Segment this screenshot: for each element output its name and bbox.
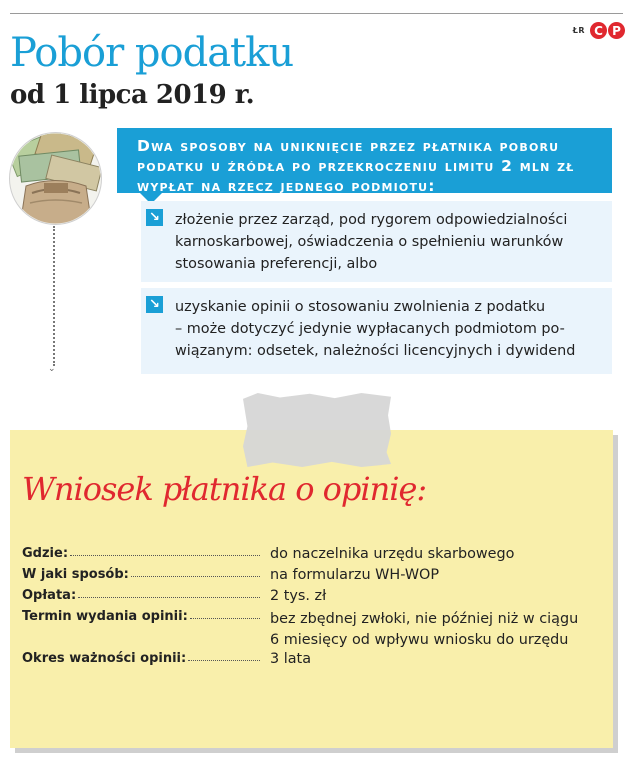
- detail-row: [22, 546, 612, 567]
- detail-value: na formularzu WH-WOP: [270, 567, 440, 583]
- intro-line: wypłat na rzecz jednego podmiotu:: [137, 177, 436, 195]
- detail-row: [22, 609, 612, 651]
- detail-label: Termin wydania opinii:: [22, 609, 188, 624]
- dot-leader: [78, 597, 260, 598]
- detail-row: [22, 567, 612, 588]
- dot-leader: [70, 555, 260, 556]
- top-rule: [10, 13, 623, 14]
- detail-label: Opłata:: [22, 588, 77, 603]
- author-initials: ŁR: [572, 26, 585, 35]
- detail-label: Gdzie:: [22, 546, 69, 561]
- intro-line: Dwa sposoby na uniknięcie przez płatnika poboru: [137, 137, 560, 155]
- detail-value: 3 lata: [270, 651, 312, 667]
- detail-value-line: 6 miesięcy od wpływu wniosku do urzędu: [270, 632, 569, 648]
- detail-row: [22, 651, 612, 672]
- detail-row: [22, 588, 612, 609]
- method-line: uzyskanie opinii o stosowaniu zwolnienia z podatku: [175, 299, 546, 315]
- arrow-down-right-icon: ↘: [146, 209, 163, 226]
- detail-label: W jaki sposób:: [22, 567, 129, 582]
- dot-leader: [190, 618, 260, 619]
- timeline-end-icon: ⌄: [48, 364, 56, 374]
- logo-letter-c: C: [590, 22, 607, 39]
- page-title: Pobór podatku: [10, 30, 294, 76]
- tape-decoration: [243, 393, 391, 467]
- dot-leader: [131, 576, 260, 577]
- credit: [573, 22, 625, 39]
- method-line: złożenie przez zarząd, pod rygorem odpowiedzialności: [175, 212, 568, 228]
- method-line: wiązanym: odsetek, należności licencyjnych i dywidend: [175, 343, 576, 359]
- detail-value-line: bez zbędnej zwłoki, nie później niż w ciągu: [270, 611, 579, 627]
- detail-value: [270, 609, 578, 651]
- intro-line: podatku u źródła po przekroczeniu limitu 2 mln zł: [137, 157, 575, 175]
- arrow-down-right-icon: ↘: [146, 296, 163, 313]
- timeline-dotted-line: [53, 226, 55, 366]
- publisher-logo-icon: [590, 22, 625, 39]
- method-item-1: [141, 201, 612, 282]
- page-subtitle: od 1 lipca 2019 r.: [10, 80, 255, 110]
- application-title: Wniosek płatnika o opinię:: [22, 470, 427, 508]
- detail-label: Okres ważności opinii:: [22, 651, 187, 666]
- detail-value: 2 tys. zł: [270, 588, 327, 604]
- method-line: – może dotyczyć jedynie wypłacanych podmiotom po-: [175, 321, 565, 337]
- method-item-2: [141, 288, 612, 374]
- detail-value: do naczelnika urzędu skarbowego: [270, 546, 515, 562]
- method-line: stosowania preferencji, albo: [175, 256, 378, 272]
- money-banknotes-icon: [8, 131, 103, 226]
- dot-leader: [188, 660, 260, 661]
- method-line: karnoskarbowej, oświadczenia o spełnieniu warunków: [175, 234, 564, 250]
- logo-letter-p: P: [608, 22, 625, 39]
- intro-header: [117, 128, 612, 193]
- application-details: [22, 546, 612, 672]
